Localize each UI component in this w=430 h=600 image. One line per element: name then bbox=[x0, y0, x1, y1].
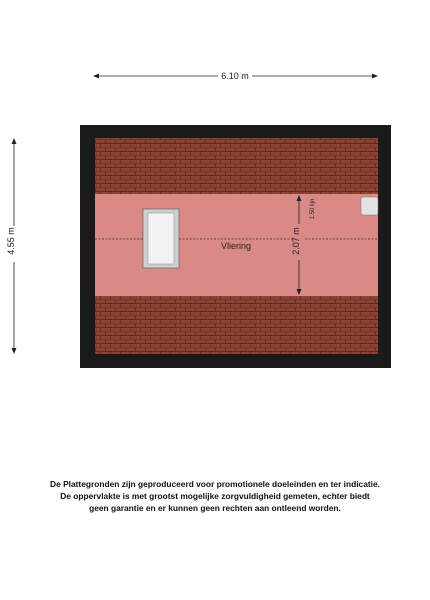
skylight bbox=[143, 209, 179, 268]
width-dimension bbox=[93, 70, 378, 82]
disclaimer-line-3: geen garantie en er kunnen geen rechten aan ontleend worden. bbox=[89, 503, 341, 513]
vent-fixture bbox=[361, 197, 378, 215]
disclaimer-line-2: De oppervlakte is met grootst mogelijke zorgvuldigheid gemeten, echter biedt bbox=[60, 491, 370, 501]
height-dimension-label: 4.55 m bbox=[6, 227, 16, 255]
roof-slope-top bbox=[95, 138, 378, 194]
height-dimension bbox=[6, 138, 20, 354]
room-label: Vliering bbox=[220, 241, 252, 251]
width-dimension-label: 6.10 m bbox=[221, 71, 249, 81]
room-height-label: 2.07 m bbox=[291, 227, 301, 255]
roof-slope-bottom bbox=[95, 296, 378, 354]
disclaimer bbox=[0, 478, 430, 514]
disclaimer-line-1: De Plattegronden zijn geproduceerd voor promotionele doeleinden en ter indicatie. bbox=[50, 479, 380, 489]
low-line-label: 1.50 lijn bbox=[310, 198, 316, 220]
